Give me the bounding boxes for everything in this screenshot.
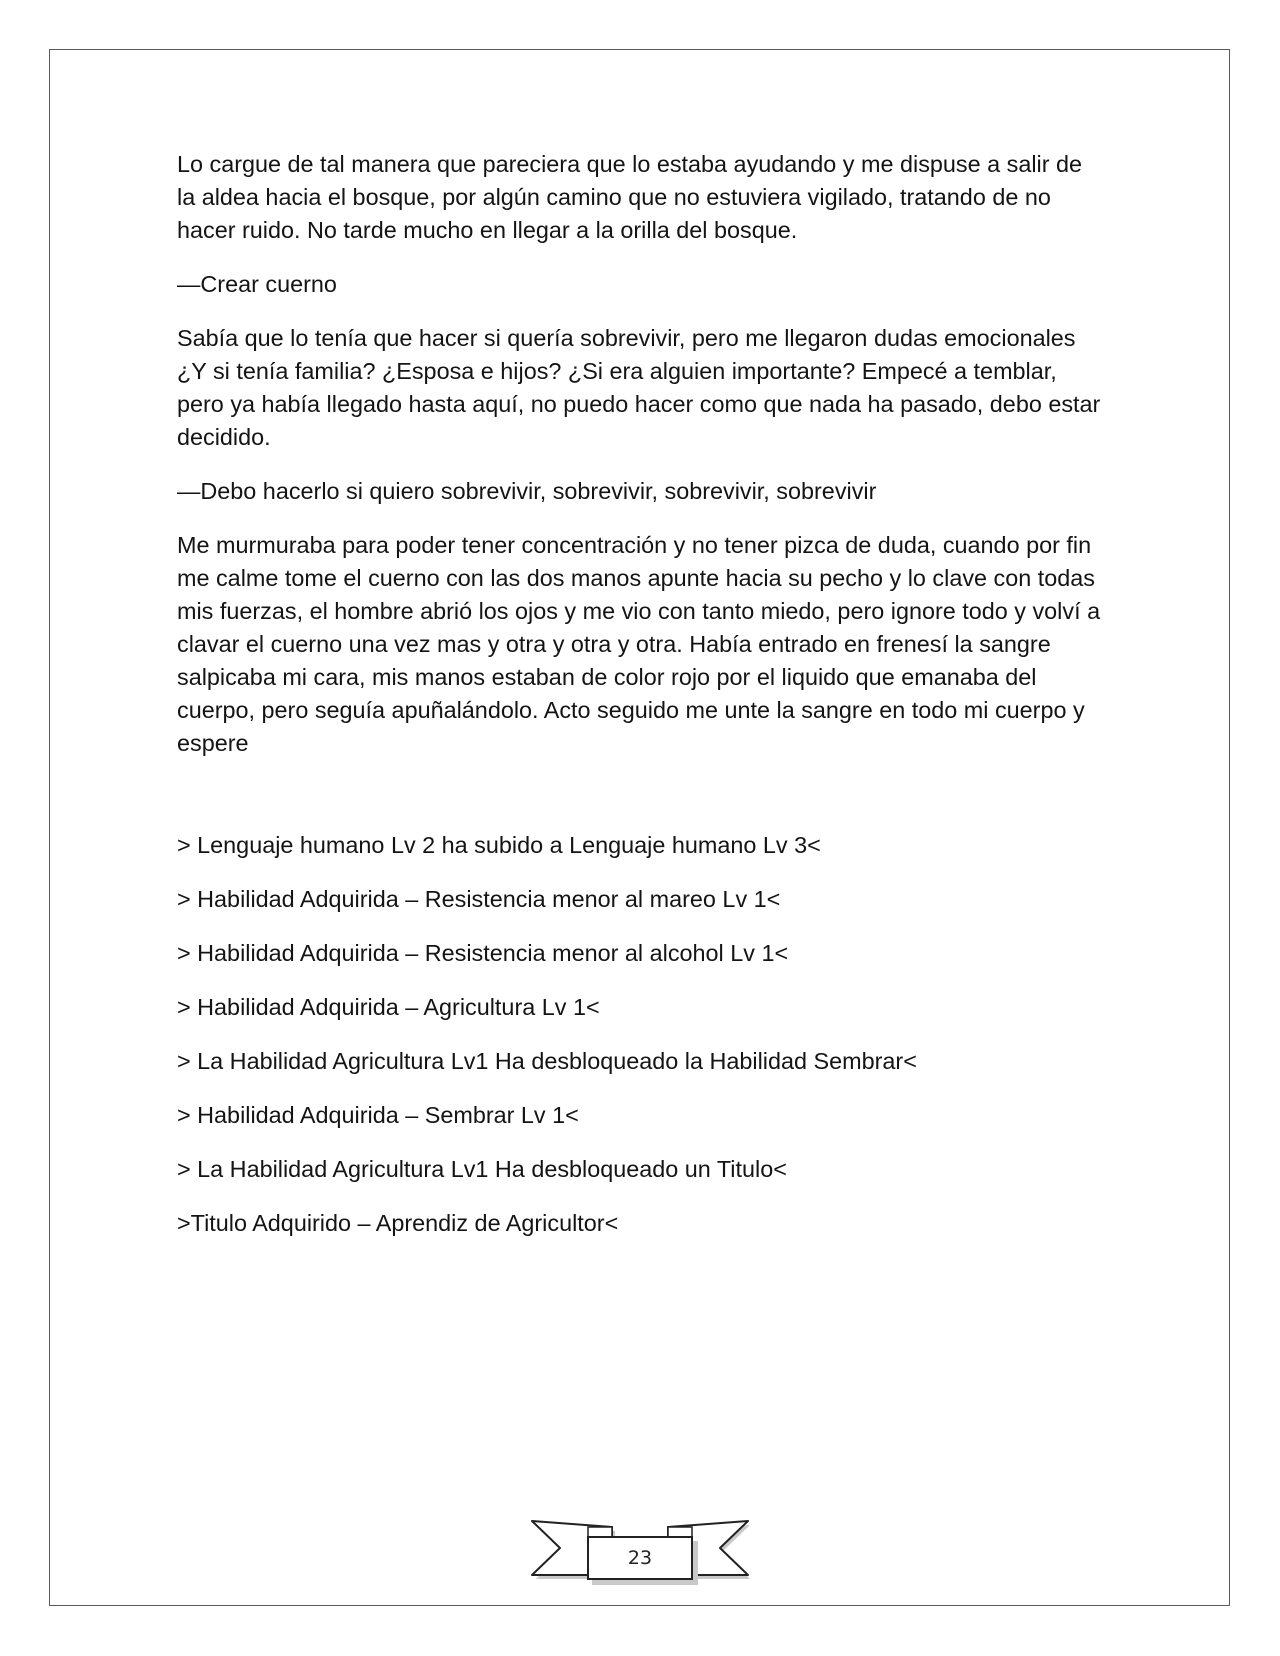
system-message: > Habilidad Adquirida – Resistencia menor al mareo Lv 1< bbox=[177, 886, 781, 912]
dialogue-line: —Debo hacerlo si quiero sobrevivir, sobrevivir, sobrevivir, sobrevivir bbox=[177, 478, 877, 504]
system-message: > La Habilidad Agricultura Lv1 Ha desbloqueado un Titulo< bbox=[177, 1156, 787, 1182]
system-message: >Titulo Adquirido – Aprendiz de Agricultor< bbox=[177, 1210, 619, 1236]
page-content bbox=[177, 148, 1102, 1261]
system-message: > Habilidad Adquirida – Agricultura Lv 1< bbox=[177, 994, 600, 1020]
system-message: > Habilidad Adquirida – Resistencia menor al alcohol Lv 1< bbox=[177, 940, 789, 966]
page-number-banner bbox=[530, 1518, 750, 1588]
paragraph: Lo cargue de tal manera que pareciera que lo estaba ayudando y me dispuse a salir de la aldea hacia el bosque, por algún camino que no estuviera vigilado, tratando de no hacer ruido. No tarde mucho en llegar a la orilla del bosque. bbox=[177, 151, 1083, 243]
paragraph: Sabía que lo tenía que hacer si quería sobrevivir, pero me llegaron dudas emocionales ¿Y si tenía familia? ¿Esposa e hijos? ¿Si era alguien importante? Empecé a temblar, pero ya había llegado hasta aquí, no puedo hacer como que nada ha pasado, debo estar decidido. bbox=[177, 325, 1101, 450]
system-message: > Lenguaje humano Lv 2 ha subido a Lenguaje humano Lv 3< bbox=[177, 832, 821, 858]
page-number: 23 bbox=[627, 1547, 653, 1569]
system-message: > La Habilidad Agricultura Lv1 Ha desbloqueado la Habilidad Sembrar< bbox=[177, 1048, 917, 1074]
dialogue-line: —Crear cuerno bbox=[177, 271, 337, 297]
paragraph: Me murmuraba para poder tener concentración y no tener pizca de duda, cuando por fin me calme tome el cuerno con las dos manos apunte hacia su pecho y lo clave con todas mis fuerzas, el hombre abrió los ojos y me vio con tanto miedo, pero ignore todo y volví a clavar el cuerno una vez mas y otra y otra y otra. Había entrado en frenesí la sangre salpicaba mi cara, mis manos estaban de color rojo por el liquido que emanaba del cuerpo, pero seguía apuñalándolo. Acto seguido me unte la sangre en todo mi cuerpo y espere bbox=[177, 532, 1101, 756]
system-message: > Habilidad Adquirida – Sembrar Lv 1< bbox=[177, 1102, 579, 1128]
